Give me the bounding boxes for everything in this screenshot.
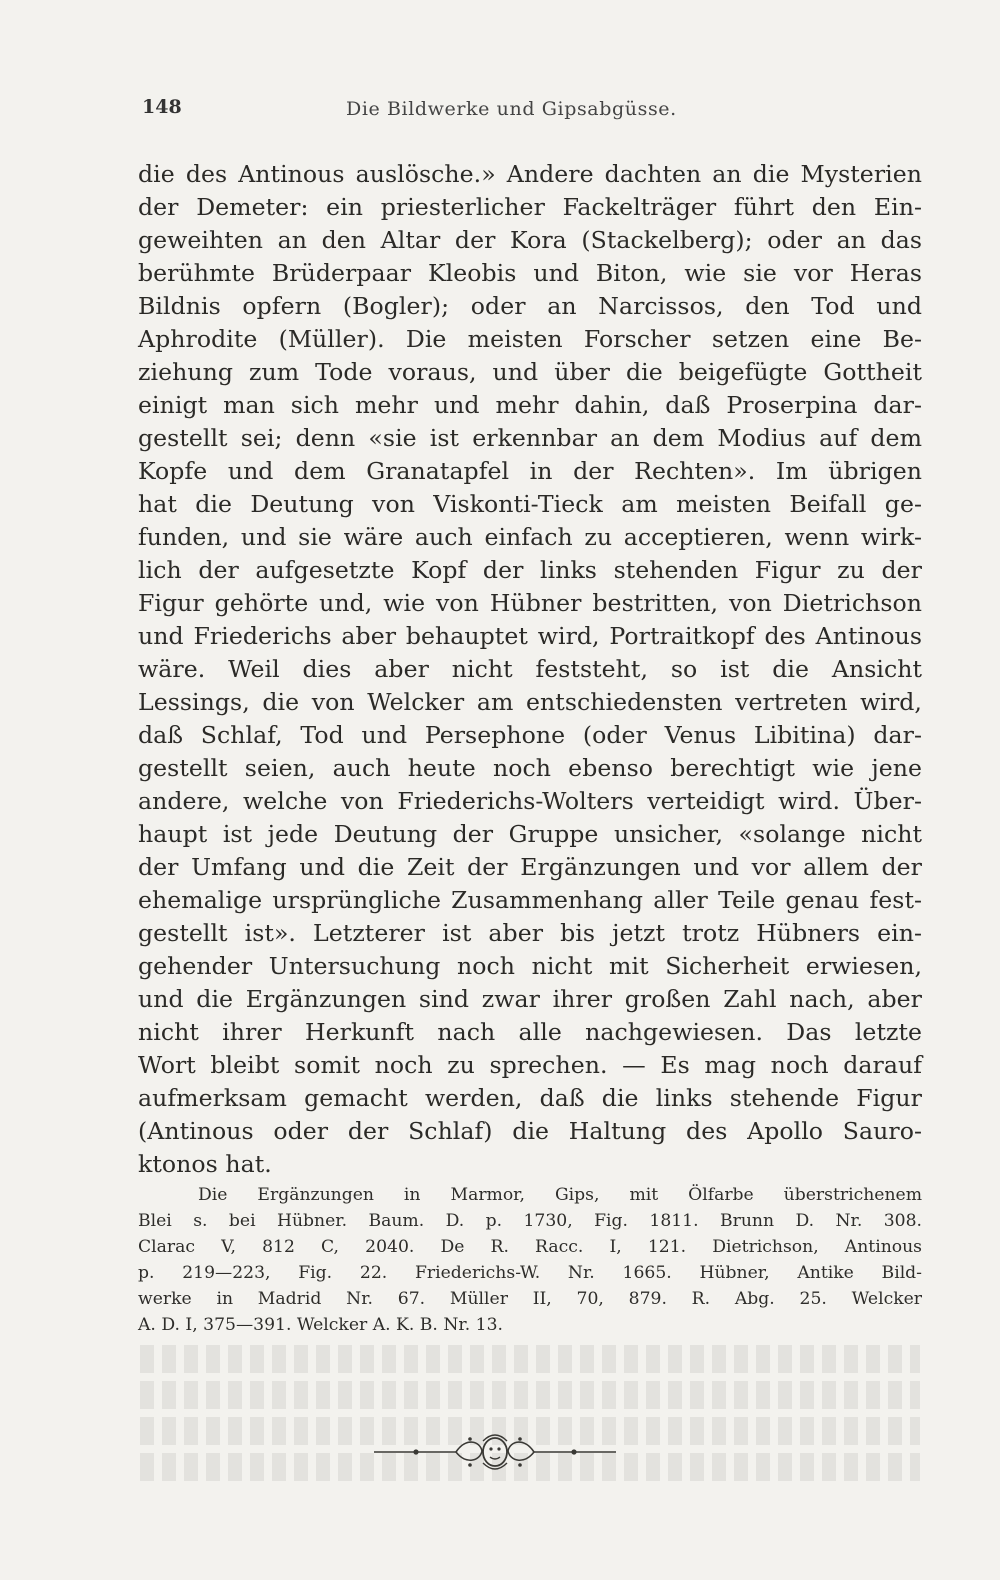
- tailpiece-ornament-icon: [370, 1427, 620, 1477]
- text-line: Lessings, die von Welcker am entschiedensten vertreten wird,: [138, 688, 922, 716]
- text-line: der Umfang und die Zeit der Ergänzungen und vor allem der: [138, 853, 922, 881]
- text-line: andere, welche von Friederichs-Wolters verteidigt wird. Über-: [138, 787, 922, 815]
- text-line: wäre. Weil dies aber nicht feststeht, so ist die Ansicht: [138, 655, 922, 683]
- text-line: lich der aufgesetzte Kopf der links stehenden Figur zu der: [138, 556, 922, 584]
- text-line: haupt ist jede Deutung der Gruppe unsicher, «solange nicht: [138, 820, 922, 848]
- text-line: Aphrodite (Müller). Die meisten Forscher setzen eine Be-: [138, 325, 922, 353]
- page-number: 148: [142, 96, 182, 118]
- text-line: Wort bleibt somit noch zu sprechen. — Es mag noch darauf: [138, 1051, 922, 1079]
- text-line: gehender Untersuchung noch nicht mit Sicherheit erwiesen,: [138, 952, 922, 980]
- main-text: [138, 158, 922, 1181]
- text-line: funden, und sie wäre auch einfach zu acceptieren, wenn wirk-: [138, 523, 922, 551]
- note-line: p. 219—223, Fig. 22. Friederichs-W. Nr. 1665. Hübner, Antike Bild-: [138, 1263, 922, 1283]
- text-line: und die Ergänzungen sind zwar ihrer großen Zahl nach, aber: [138, 985, 922, 1013]
- text-line: ehemalige ursprüngliche Zusammenhang aller Teile genau fest-: [138, 886, 922, 914]
- text-line: gestellt sei; denn «sie ist erkennbar an dem Modius auf dem: [138, 424, 922, 452]
- text-line: daß Schlaf, Tod und Persephone (oder Venus Libitina) dar-: [138, 721, 922, 749]
- text-line: Kopfe und dem Granatapfel in der Rechten». Im übrigen: [138, 457, 922, 485]
- text-line: nicht ihrer Herkunft nach alle nachgewiesen. Das letzte: [138, 1018, 922, 1046]
- page-header: [138, 96, 928, 132]
- text-line: berühmte Brüderpaar Kleobis und Biton, wie sie vor Heras: [138, 259, 922, 287]
- text-line: einigt man sich mehr und mehr dahin, daß Proserpina dar-: [138, 391, 922, 419]
- note-line: Blei s. bei Hübner. Baum. D. p. 1730, Fig. 1811. Brunn D. Nr. 308.: [138, 1211, 922, 1231]
- note-line: Die Ergänzungen in Marmor, Gips, mit Ölfarbe überstrichenem: [198, 1185, 922, 1205]
- note-line: werke in Madrid Nr. 67. Müller II, 70, 879. R. Abg. 25. Welcker: [138, 1289, 922, 1309]
- text-line: (Antinous oder der Schlaf) die Haltung des Apollo Sauro-: [138, 1117, 922, 1145]
- reference-notes: [138, 1182, 922, 1338]
- text-line: geweihten an den Altar der Kora (Stackelberg); oder an das: [138, 226, 922, 254]
- text-line: gestellt seien, auch heute noch ebenso berechtigt wie jene: [138, 754, 922, 782]
- text-line: die des Antinous auslösche.» Andere dachten an die Mysterien: [138, 160, 922, 188]
- note-line: Clarac V, 812 C, 2040. De R. Racc. I, 121. Dietrichson, Antinous: [138, 1237, 922, 1257]
- running-title: Die Bildwerke und Gipsabgüsse.: [346, 98, 677, 120]
- text-line: hat die Deutung von Viskonti-Tieck am meisten Beifall ge-: [138, 490, 922, 518]
- text-line: Figur gehörte und, wie von Hübner bestritten, von Dietrichson: [138, 589, 922, 617]
- text-line: ktonos hat.: [138, 1150, 272, 1178]
- text-line: ziehung zum Tode voraus, und über die beigefügte Gottheit: [138, 358, 922, 386]
- text-line: Bildnis opfern (Bogler); oder an Narcissos, den Tod und: [138, 292, 922, 320]
- note-line: A. D. I, 375—391. Welcker A. K. B. Nr. 13.: [138, 1315, 503, 1335]
- text-line: und Friederichs aber behauptet wird, Portraitkopf des Antinous: [138, 622, 922, 650]
- text-line: der Demeter: ein priesterlicher Fackelträger führt den Ein-: [138, 193, 922, 221]
- text-line: aufmerksam gemacht werden, daß die links stehende Figur: [138, 1084, 922, 1112]
- text-line: gestellt ist». Letzterer ist aber bis jetzt trotz Hübners ein-: [138, 919, 922, 947]
